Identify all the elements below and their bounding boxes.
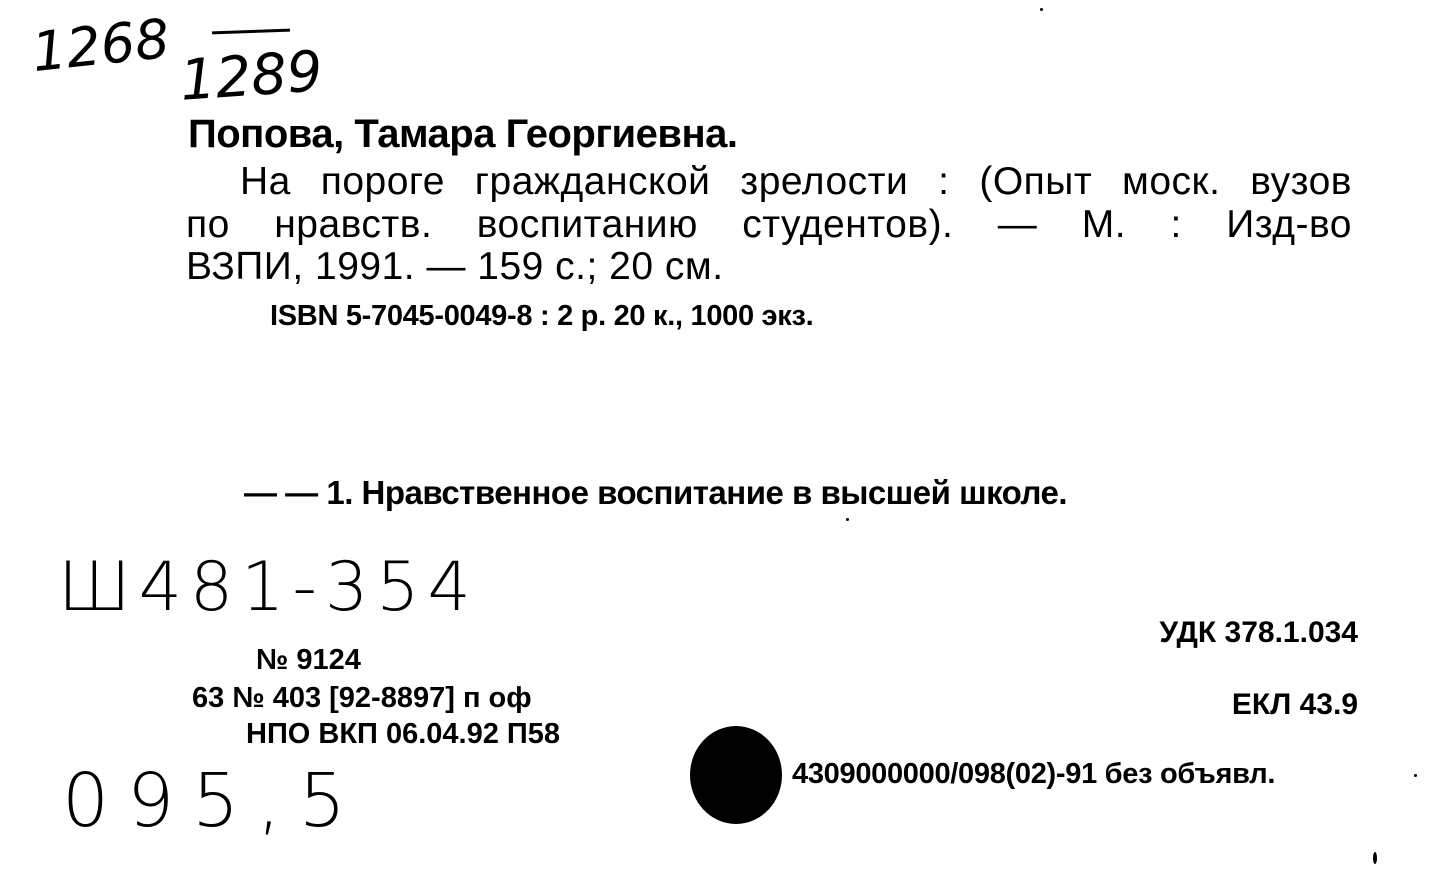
author-heading: Попова, Тамара Георгиевна.	[188, 112, 738, 156]
card-number: № 9124	[256, 644, 361, 676]
subject-heading: — — 1. Нравственное воспитание в высшей школе.	[244, 474, 1068, 511]
punch-hole-icon	[690, 726, 782, 824]
handwritten-overline	[212, 29, 290, 35]
isbn-line: ISBN 5-7045-0049-8 : 2 р. 20 к., 1000 экз.	[270, 300, 814, 332]
title-line-2: по нравств. воспитанию студентов). — М. : Изд-во	[186, 203, 1352, 246]
ekl-code: ЕКЛ 43.9	[1231, 688, 1358, 721]
classification-code: 4309000000/098(02)-91 без объявл.	[792, 758, 1276, 790]
scan-speck	[1040, 8, 1043, 11]
order-line: 63 № 403 [92-8897] п оф	[192, 682, 532, 714]
scan-speck	[846, 518, 849, 521]
scan-speck	[1414, 774, 1417, 777]
scan-speck	[1373, 852, 1377, 864]
handwritten-bottom-number: 095,5	[62, 758, 364, 844]
title-line-1: На пороге гражданской зрелости : (Опыт моск. вузов	[240, 160, 1352, 203]
handwritten-number-1268: 1268	[29, 6, 173, 85]
publisher-line: НПО ВКП 06.04.92 П58	[246, 718, 560, 750]
handwritten-shelf-mark: Ш481-354	[58, 548, 479, 627]
handwritten-number-1289: 1289	[177, 39, 325, 114]
udk-code: УДК 378.1.034	[1159, 616, 1358, 649]
title-line-3: ВЗПИ, 1991. — 159 с.; 20 см.	[186, 245, 724, 288]
